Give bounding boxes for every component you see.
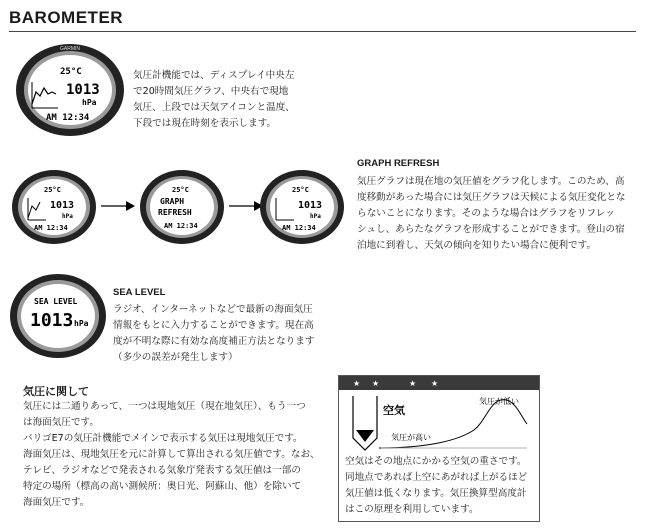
arrow-right-icon (100, 199, 136, 213)
svg-text:AM 12:34: AM 12:34 (164, 222, 198, 230)
unit-label: hPa (82, 98, 97, 107)
page-title: BAROMETER (9, 8, 124, 27)
time-readout: AM 12:34 (46, 113, 90, 123)
watch-main (14, 42, 126, 138)
sea-level-text: ラジオ、インターネットなどで最新の海面気圧 情報をもとに入力することができます。現在高 度が不明な際に有効な高度補正方法となります （多少の誤差が発生します） (113, 304, 315, 363)
svg-text:25°C: 25°C (292, 186, 309, 194)
svg-text:1013: 1013 (298, 200, 323, 211)
about-text: 気圧には二通りあって、一つは現地気圧（現在地気圧）、もう一つ は海面気圧です。 バリゴE7の気圧計機能でメインで表示する気圧は現地気圧です。 海面気圧は、現地気圧を元に計算して算出される気圧値です。なお、 テレビ、ラジオなどで発表される気象庁発表する気圧値は一部の 特定の場所（標高の高い測候所：奥日光、阿蘇山、他）を除いて 海面気圧です。 (23, 401, 320, 508)
svg-text:AM 12:34: AM 12:34 (34, 224, 68, 232)
refresh-label: REFRESH (158, 208, 192, 217)
watch-graph-before (10, 168, 98, 246)
svg-text:★: ★ (409, 379, 417, 388)
svg-text:1013: 1013 (50, 200, 75, 211)
sea-level-pressure: 1013 (30, 310, 74, 331)
sea-level-label: SEA LEVEL (34, 297, 78, 306)
sea-level-heading: SEA LEVEL (113, 287, 166, 298)
low-pressure-label: 気圧が低い (479, 397, 519, 406)
svg-text:hPa: hPa (74, 319, 89, 328)
watch-graph-after (258, 168, 346, 246)
title-divider (9, 31, 636, 32)
temp-readout: 25°C (60, 67, 82, 77)
watch-sea-level (8, 272, 108, 360)
svg-text:25°C: 25°C (172, 186, 189, 194)
graph-label: GRAPH (160, 197, 185, 206)
svg-text:hPa: hPa (62, 213, 73, 220)
svg-text:hPa: hPa (310, 213, 321, 220)
air-label: 空気 (383, 405, 405, 417)
svg-text:AM 12:34: AM 12:34 (282, 224, 316, 232)
high-pressure-label: 気圧が高い (391, 433, 431, 442)
pressure-diagram (338, 375, 540, 522)
pressure-curve (339, 390, 539, 452)
svg-text:25°C: 25°C (44, 186, 61, 194)
brand-label: GARMIN (60, 46, 80, 52)
about-heading: 気圧に関して (23, 385, 89, 398)
graph-refresh-heading: GRAPH REFRESH (357, 158, 440, 169)
svg-text:★: ★ (431, 379, 439, 388)
intro-text: 気圧計機能では、ディスプレイ中央左 で20時間気圧グラフ、中央右で現地 気圧、上段では天気アイコンと温度、 下段では現在時刻を表示します。 (133, 70, 295, 129)
svg-text:★: ★ (372, 379, 380, 388)
diagram-text: 空気はその地点にかかる空気の重さです。 同地点であれば上空にあがれば上がるほど 気圧値は低くなります。気圧換算型高度計 はこの原理を利用しています。 (345, 456, 528, 515)
svg-text:★: ★ (353, 379, 361, 388)
pressure-readout: 1013 (66, 82, 100, 98)
graph-refresh-text: 気圧グラフは現在地の気圧値をグラフ化します。このため、高 度移動があった場合には気圧グラフは天候による気圧変化とな らないことになります。そのような場合はグラフをリフレッ シュし、あらたなグラフを形成することができます。登山の宿 泊地に到着し、天気の傾向を知りたい場合に便利です。 (357, 176, 626, 251)
watch-graph-refresh (138, 168, 226, 246)
